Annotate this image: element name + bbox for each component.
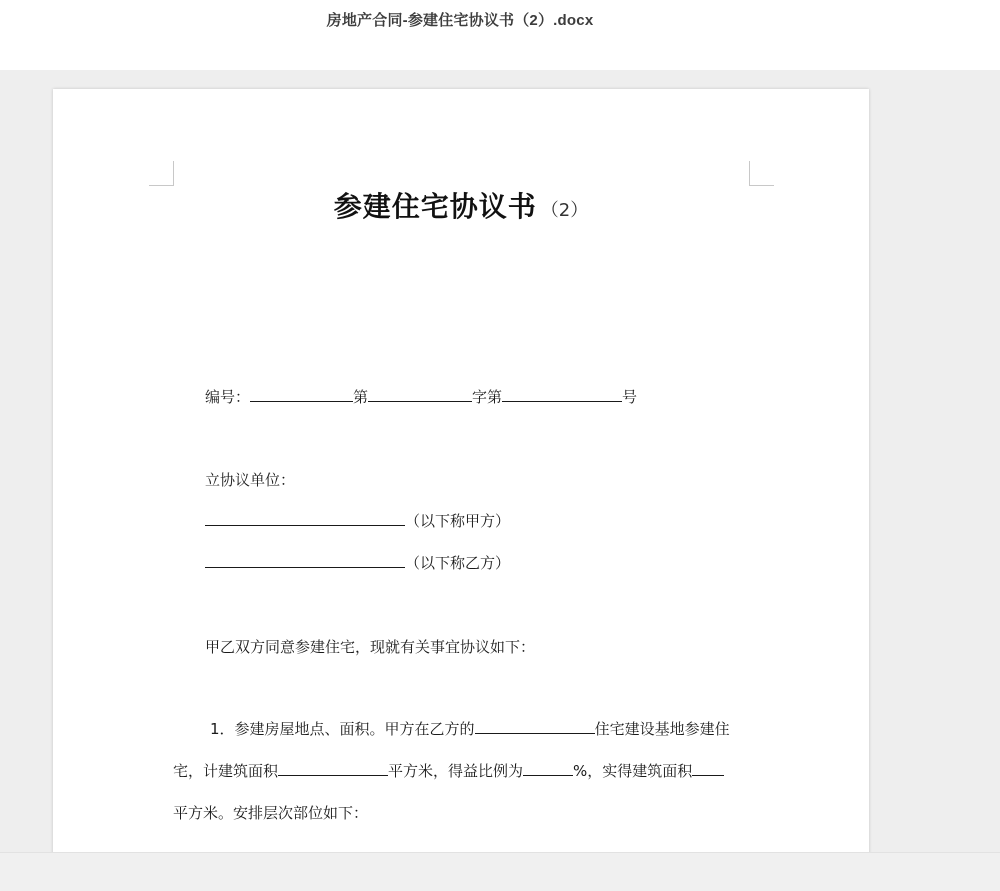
agreement-intro: 甲乙双方同意参建住宅，现就有关事宜协议如下： [205, 638, 536, 656]
clause1-blank-actual [692, 761, 724, 776]
clause1-part1: 参建房屋地点、面积。甲方在乙方的 [234, 720, 475, 738]
party-a-blank [205, 511, 405, 526]
title-bar [0, 0, 1000, 70]
margin-corner-top-right [749, 161, 774, 186]
clause1-blank-ratio [523, 761, 573, 776]
document-title: 房地产合同-参建住宅协议书（2）.docx [326, 12, 594, 29]
heading-suffix: （2） [540, 200, 589, 221]
clause1-blank-location [475, 719, 595, 734]
party-a-suffix: （以下称甲方） [405, 512, 511, 530]
clause1-number: 1． [210, 720, 235, 738]
number-di: 第 [353, 388, 369, 406]
party-a-line [205, 511, 510, 531]
document-page [53, 89, 869, 852]
parties-label: 立协议单位： [205, 471, 296, 489]
margin-corner-top-left [149, 161, 174, 186]
clause1-part2: 住宅建设基地参建住 [594, 720, 730, 738]
number-line [205, 387, 637, 407]
document-heading [53, 185, 869, 225]
heading-main: 参建住宅协议书 [333, 190, 537, 223]
number-blank-2 [368, 387, 472, 402]
clause1-line2 [173, 761, 724, 781]
number-hao: 号 [622, 388, 638, 406]
clause1-line3: 平方米。安排层次部位如下： [173, 804, 369, 822]
party-b-line [205, 553, 510, 573]
clause1-blank-area [278, 761, 388, 776]
bottom-bar [0, 852, 1000, 891]
clause1-part3: 宅，计建筑面积 [173, 762, 279, 780]
number-blank-1 [250, 387, 353, 402]
clause1-part4: 平方米，得益比例为 [388, 762, 524, 780]
document-viewport[interactable] [0, 70, 1000, 852]
party-b-suffix: （以下称乙方） [405, 554, 511, 572]
clause1-line1 [210, 719, 730, 739]
number-label: 编号： [205, 388, 251, 406]
party-b-blank [205, 553, 405, 568]
number-zidi: 字第 [472, 388, 503, 406]
clause1-part5: %，实得建筑面积 [573, 762, 693, 780]
number-blank-3 [502, 387, 622, 402]
